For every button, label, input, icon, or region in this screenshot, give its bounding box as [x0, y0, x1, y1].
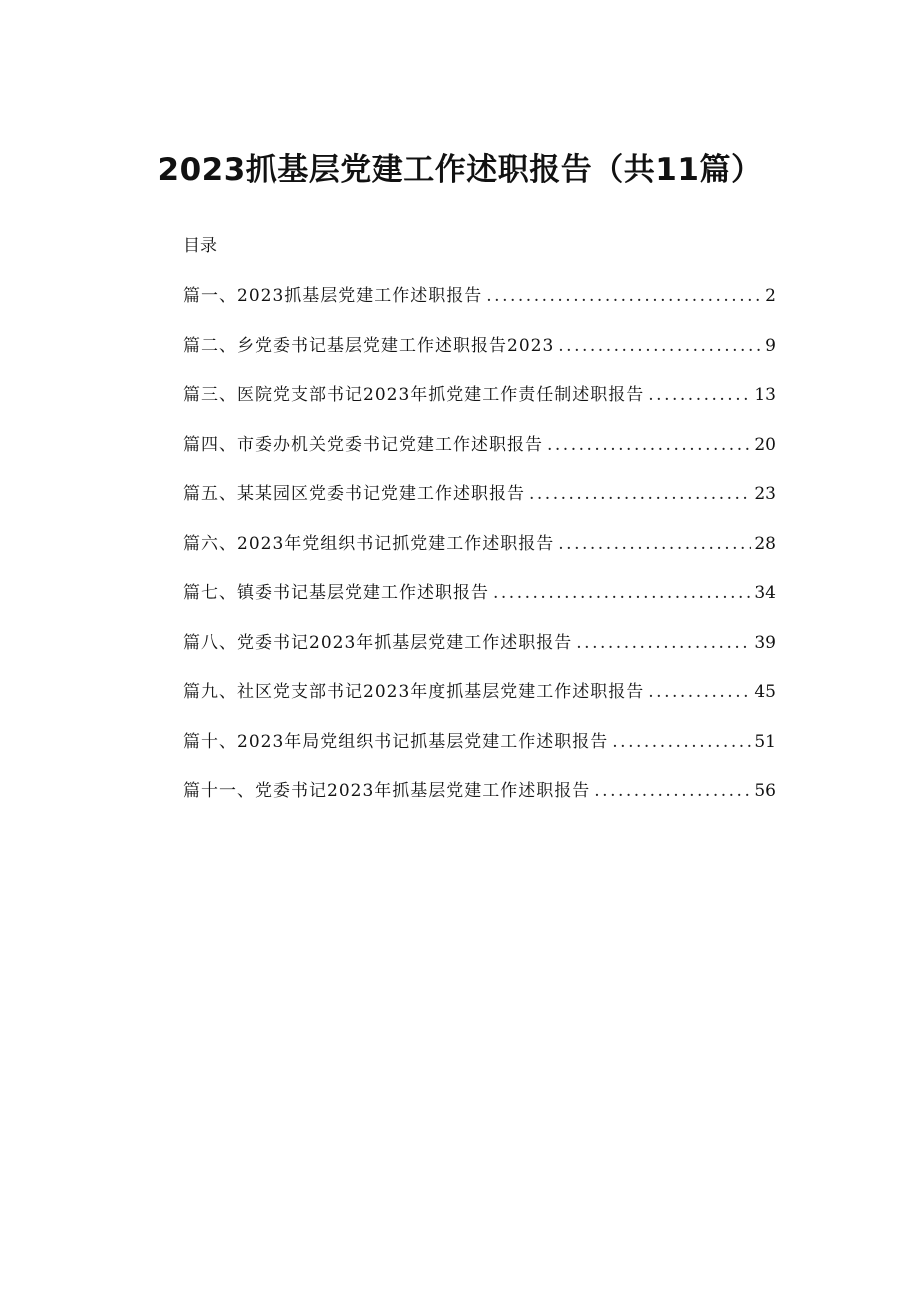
toc-leader-dots: [493, 581, 751, 605]
toc-entry-page: 9: [765, 335, 776, 356]
toc-entry-label: 篇七、镇委书记基层党建工作述职报告: [183, 583, 489, 603]
toc-entry-label: 篇十一、党委书记2023年抓基层党建工作述职报告: [183, 781, 591, 801]
toc-entry-label: 篇八、党委书记2023年抓基层党建工作述职报告: [183, 632, 573, 653]
toc-leader-dots: [612, 730, 751, 754]
toc-entry-page: 45: [754, 682, 776, 702]
table-of-contents: [183, 284, 776, 829]
toc-leader-dots: [529, 482, 751, 506]
toc-entry-10[interactable]: [183, 730, 776, 780]
toc-entry-label: 篇十、2023年局党组织书记抓基层党建工作述职报告: [183, 731, 609, 752]
toc-entry-6[interactable]: [183, 532, 776, 582]
toc-entry-11[interactable]: [183, 779, 776, 829]
toc-leader-dots: [648, 383, 751, 407]
toc-entry-page: 34: [754, 583, 776, 603]
toc-entry-page: 39: [754, 632, 776, 653]
toc-leader-dots: [594, 779, 751, 803]
toc-leader-dots: [648, 680, 751, 704]
toc-entry-7[interactable]: [183, 581, 776, 631]
toc-leader-dots: [558, 334, 762, 358]
toc-leader-dots: [558, 532, 751, 556]
toc-entry-label: 篇九、社区党支部书记2023年度抓基层党建工作述职报告: [183, 682, 645, 702]
toc-entry-2[interactable]: [183, 334, 776, 384]
toc-entry-page: 28: [754, 533, 776, 554]
toc-entry-page: 13: [754, 385, 776, 405]
toc-entry-4[interactable]: [183, 433, 776, 483]
toc-entry-3[interactable]: [183, 383, 776, 433]
toc-entry-label: 篇六、2023年党组织书记抓党建工作述职报告: [183, 533, 555, 554]
toc-leader-dots: [547, 433, 751, 457]
toc-entry-page: 20: [754, 434, 776, 455]
document-title: 2023抓基层党建工作述职报告（共11篇）: [157, 152, 763, 188]
toc-leader-dots: [576, 631, 751, 655]
toc-entry-9[interactable]: [183, 680, 776, 730]
toc-entry-1[interactable]: [183, 284, 776, 334]
toc-entry-label: 篇二、乡党委书记基层党建工作述职报告2023: [183, 335, 555, 356]
toc-entry-8[interactable]: [183, 631, 776, 681]
toc-entry-5[interactable]: [183, 482, 776, 532]
toc-entry-label: 篇四、市委办机关党委书记党建工作述职报告: [183, 434, 543, 455]
toc-entry-label: 篇五、某某园区党委书记党建工作述职报告: [183, 484, 525, 504]
toc-entry-label: 篇一、2023抓基层党建工作述职报告: [183, 286, 483, 306]
toc-heading: 目录: [183, 236, 217, 256]
toc-entry-page: 23: [754, 484, 776, 504]
toc-entry-page: 2: [765, 286, 776, 306]
toc-leader-dots: [486, 284, 762, 308]
toc-entry-page: 51: [754, 731, 776, 752]
toc-entry-page: 56: [754, 781, 776, 801]
toc-entry-label: 篇三、医院党支部书记2023年抓党建工作责任制述职报告: [183, 385, 645, 405]
